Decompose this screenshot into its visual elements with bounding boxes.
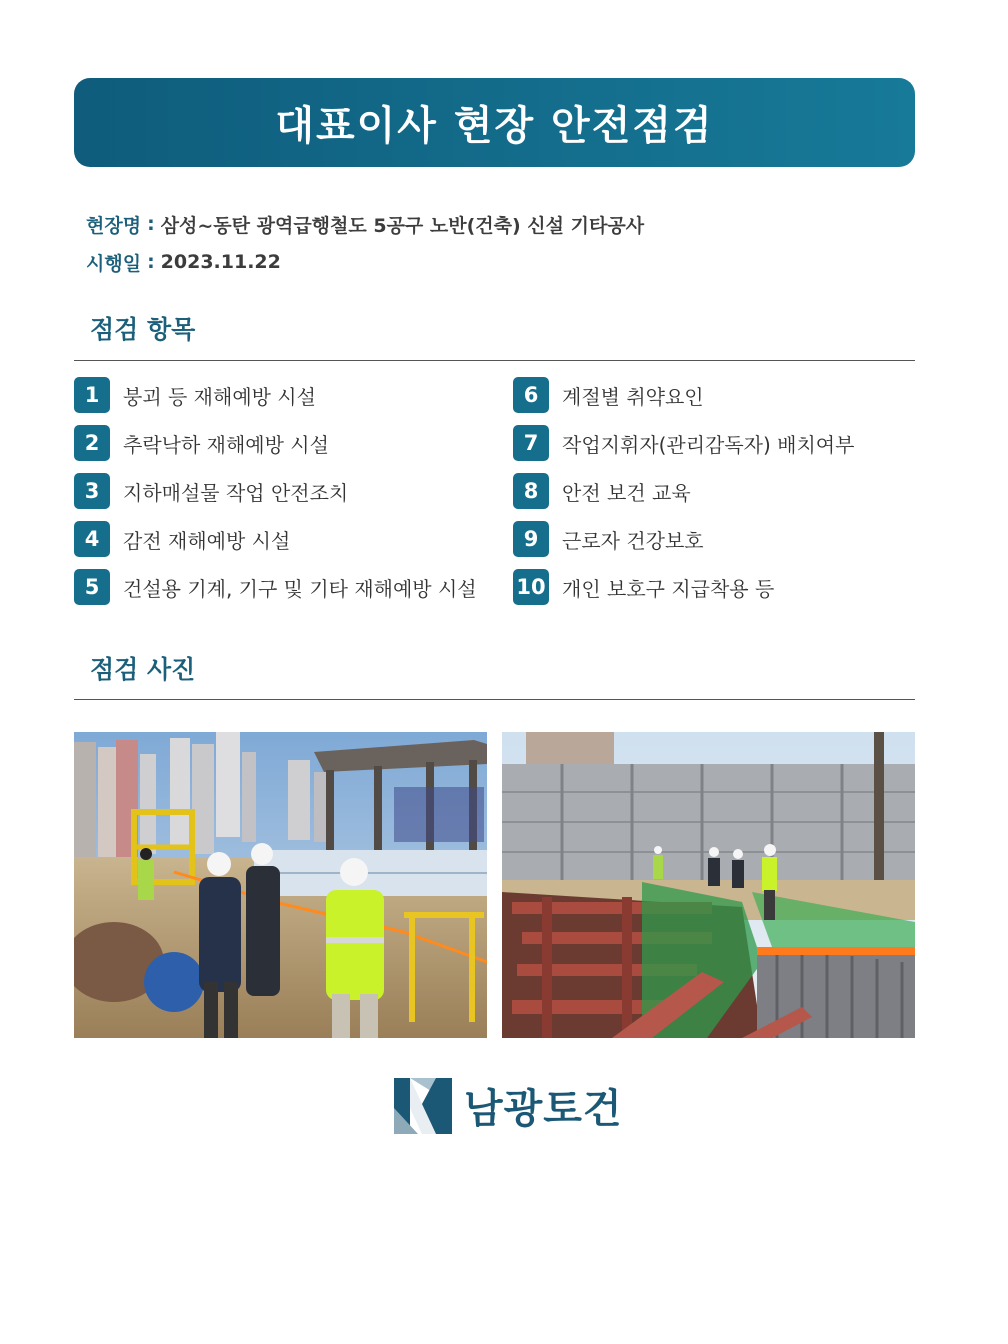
inspection-item — [74, 473, 348, 509]
item-label: 근로자 건강보호 — [562, 528, 704, 553]
meta-info — [86, 205, 644, 281]
items-section-title: 점검 항목 — [90, 315, 196, 344]
inspection-item — [513, 473, 691, 509]
inspection-item — [513, 521, 704, 557]
inspection-item — [513, 377, 704, 413]
inspection-photo-1 — [74, 732, 487, 1038]
logo-mark-icon — [392, 1074, 454, 1136]
inspection-item — [513, 425, 854, 461]
company-logo — [392, 1074, 623, 1136]
item-label: 붕괴 등 재해예방 시설 — [123, 384, 316, 409]
site-photo-illustration-1 — [74, 732, 487, 1038]
item-label: 추락낙하 재해예방 시설 — [123, 432, 329, 457]
inspection-item — [74, 521, 290, 557]
item-label: 지하매설물 작업 안전조치 — [123, 480, 349, 505]
item-label: 계절별 취약요인 — [562, 384, 704, 409]
date-label: 시행일 — [86, 252, 142, 275]
item-number-badge: 5 — [74, 569, 110, 605]
inspection-item — [513, 569, 774, 605]
item-label: 작업지휘자(관리감독자) 배치여부 — [562, 432, 855, 457]
item-number-badge: 1 — [74, 377, 110, 413]
item-label: 개인 보호구 지급착용 등 — [562, 576, 775, 601]
inspection-item — [74, 377, 316, 413]
item-label: 안전 보건 교육 — [562, 480, 691, 505]
page-title: 대표이사 현장 안전점검 — [275, 103, 714, 149]
items-section-divider — [74, 360, 915, 361]
photos-section-divider — [74, 699, 915, 700]
item-number-badge: 2 — [74, 425, 110, 461]
logo-wordmark: 남광토건 — [464, 1085, 623, 1132]
item-number-badge: 4 — [74, 521, 110, 557]
item-number-badge: 7 — [513, 425, 549, 461]
item-number-badge: 9 — [513, 521, 549, 557]
site-label: 현장명 — [86, 214, 142, 237]
inspection-item — [74, 569, 477, 605]
date-row — [86, 243, 644, 281]
site-photo-illustration-2 — [502, 732, 915, 1038]
photos-section-title: 점검 사진 — [90, 655, 196, 684]
inspection-photo-2 — [502, 732, 915, 1038]
site-row — [86, 205, 644, 243]
date-value: 2023.11.22 — [160, 251, 281, 273]
item-number-badge: 10 — [513, 569, 549, 605]
item-number-badge: 6 — [513, 377, 549, 413]
site-separator: : — [147, 213, 155, 235]
date-separator: : — [147, 251, 155, 273]
item-number-badge: 3 — [74, 473, 110, 509]
site-value: 삼성~동탄 광역급행철도 5공구 노반(건축) 신설 기타공사 — [160, 214, 645, 237]
item-label: 감전 재해예방 시설 — [123, 528, 291, 553]
item-number-badge: 8 — [513, 473, 549, 509]
item-label: 건설용 기계, 기구 및 기타 재해예방 시설 — [123, 576, 477, 601]
title-banner — [74, 78, 915, 167]
inspection-item — [74, 425, 329, 461]
